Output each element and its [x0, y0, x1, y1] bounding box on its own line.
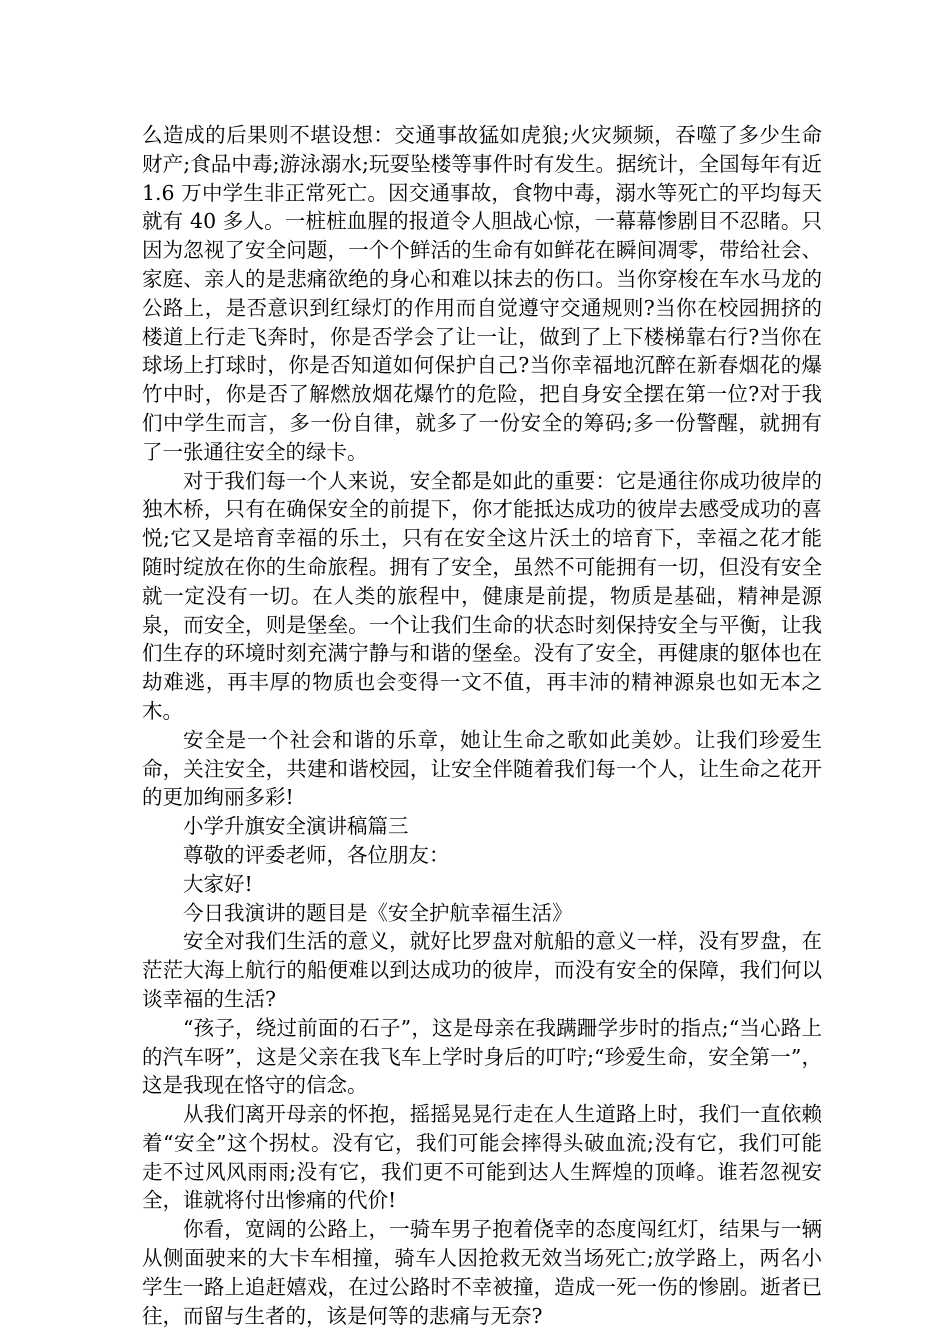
salutation: 尊敬的评委老师，各位朋友： — [183, 842, 450, 867]
paragraph-9: “孩子，绕过前面的石子”，这是母亲在我蹒跚学步时的指点;“当心路上的汽车呀”，这是父亲在我飞车上学时身后的叮咛;“珍爱生命，安全第一”，这是我现在恪守的信念。 — [142, 1015, 822, 1098]
section-heading: 小学升旗安全演讲稿篇三 — [183, 814, 409, 839]
document-body — [142, 121, 822, 1330]
paragraph-10: 从我们离开母亲的怀抱，摇摇晃晃行走在人生道路上时，我们一直依赖着“安全”这个拐杖。没有它，我们可能会摔得头破血流;没有它，我们可能走不过风风雨雨;没有它，我们更不可能到达人生辉煌的顶峰。谁若忽视安全，谁就将付出惨痛的代价! — [142, 1102, 822, 1213]
paragraph-3: 安全是一个社会和谐的乐章，她让生命之歌如此美妙。让我们珍爱生命，关注安全，共建和谐校园，让安全伴随着我们每一个人，让生命之花开的更加绚丽多彩! — [142, 727, 822, 810]
speech-title-line: 今日我演讲的题目是《安全护航幸福生活》 — [183, 900, 573, 925]
paragraph-2: 对于我们每一个人来说，安全都是如此的重要：它是通往你成功彼岸的独木桥，只有在确保安全的前提下，你才能抵达成功的彼岸去感受成功的喜悦;它又是培育幸福的乐土，只有在安全这片沃土的培育下，幸福之花才能随时绽放在你的生命旅程。拥有了安全，虽然不可能拥有一切，但没有安全就一定没有一切。在人类的旅程中，健康是前提，物质是基础，精神是源泉，而安全，则是堡垒。一个让我们生命的状态时刻保持安全与平衡，让我们生存的环境时刻充满宁静与和谐的堡垒。没有了安全，再健康的躯体也在劫难逃，再丰厚的物质也会变得一文不值，再丰沛的精神源泉也如无本之木。 — [142, 468, 822, 723]
paragraph-1: 么造成的后果则不堪设想：交通事故猛如虎狼;火灾频频，吞噬了多少生命财产;食品中毒;游泳溺水;玩耍坠楼等事件时有发生。据统计，全国每年有近 1.6 万中学生非正常死亡。因交通事故，食物中毒，溺水等死亡的平均每天就有 40 多人。一桩桩血腥的报道令人胆战心惊，一幕幕惨剧目不忍睹。只因为忽视了安全问题，一个个鲜活的生命有如鲜花在瞬间凋零，带给社会、家庭、亲人的是悲痛欲绝的身心和难以抹去的伤口。当你穿梭在车水马龙的公路上，是否意识到红绿灯的作用而自觉遵守交通规则?当你在校园拥挤的楼道上行走飞奔时，你是否学会了让一让，做到了上下楼梯靠右行?当你在球场上打球时，你是否知道如何保护自己?当你幸福地沉醉在新春烟花的爆竹中时，你是否了解燃放烟花爆竹的危险，把自身安全摆在第一位?对于我们中学生而言，多一份自律，就多了一份安全的筹码;多一份警醒，就拥有了一张通往安全的绿卡。 — [142, 123, 822, 464]
greeting: 大家好! — [183, 871, 253, 896]
paragraph-11: 你看，宽阔的公路上，一骑车男子抱着侥幸的态度闯红灯，结果与一辆从侧面驶来的大卡车相撞，骑车人因抢救无效当场死亡;放学路上，两名小学生一路上追赶嬉戏，在过公路时不幸被撞，造成一死一伤的惨剧。逝者已往，而留与生者的，该是何等的悲痛与无奈? — [142, 1217, 822, 1328]
paragraph-8: 安全对我们生活的意义，就好比罗盘对航船的意义一样，没有罗盘，在茫茫大海上航行的船便难以到达成功的彼岸，而没有安全的保障，我们何以谈幸福的生活? — [142, 929, 822, 1011]
